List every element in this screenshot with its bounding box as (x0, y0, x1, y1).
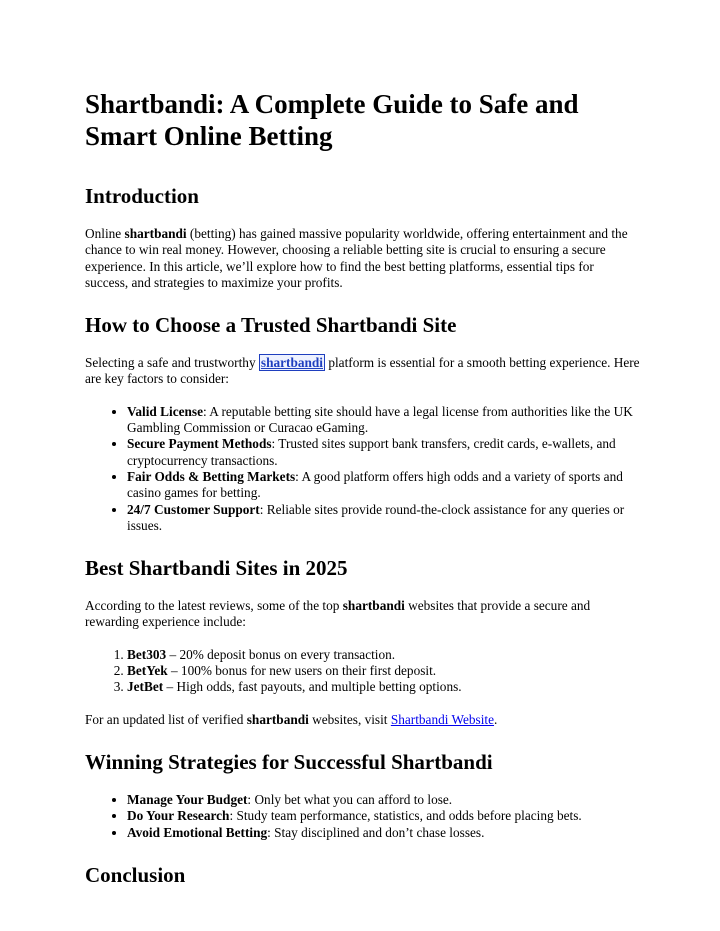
shartbandi-website-link[interactable]: Shartbandi Website (390, 711, 495, 727)
verified-text-end: . (494, 711, 498, 727)
choose-text-prefix: Selecting a safe and trustworthy (85, 355, 259, 371)
list-item-text: : Trusted sites support bank transfers, credit cards, e-wallets, and cryptocurrency transactions. (127, 436, 616, 468)
list-item-text: – 100% bonus for new users on their first deposit. (167, 663, 437, 679)
list-item-text: – High odds, fast payouts, and multiple betting options. (163, 679, 462, 695)
list-item-bold: BetYek (127, 663, 168, 679)
list-item-bold: JetBet (127, 679, 164, 695)
best-sites-paragraph (85, 598, 640, 631)
shartbandi-link[interactable]: shartbandi (260, 355, 323, 371)
list-item-text: : A reputable betting site should have a legal license from authorities like the UK Gambling Commission or Curacao eGaming. (127, 403, 633, 436)
best-text-rest: websites that provide a secure and rewarding experience include: (85, 598, 591, 630)
best-text-prefix: According to the latest reviews, some of the top (85, 598, 343, 614)
list-item (127, 404, 640, 437)
intro-heading: Introduction (85, 184, 199, 208)
list-item (127, 663, 640, 679)
best-sites-list (85, 647, 640, 696)
list-item-bold: Fair Odds & Betting Markets (127, 468, 296, 484)
strategies-list (85, 792, 640, 841)
choose-text-rest: platform is essential for a smooth betting experience. Here are key factors to consider: (85, 355, 640, 387)
document-page (85, 88, 640, 888)
conclusion-heading: Conclusion (85, 862, 186, 887)
list-item-text: – 20% deposit bonus on every transaction. (166, 646, 396, 662)
list-item-text: : Only bet what you can afford to lose. (247, 791, 453, 807)
best-keyword: shartbandi (342, 598, 405, 614)
strategies-heading: Winning Strategies for Successful Shartbandi (85, 749, 493, 774)
verified-keyword: shartbandi (246, 711, 309, 727)
list-item-bold: Avoid Emotional Betting (127, 824, 268, 840)
list-item-bold: 24/7 Customer Support (127, 501, 260, 517)
verified-text-prefix: For an updated list of verified (85, 711, 247, 727)
list-item (127, 436, 640, 469)
intro-paragraph (85, 226, 640, 291)
list-item-text: : Stay disciplined and don’t chase losses. (267, 824, 485, 840)
choose-factors-list (85, 404, 640, 534)
list-item (127, 808, 640, 824)
document-title: Shartbandi: A Complete Guide to Safe and Smart Online Betting (85, 89, 579, 151)
list-item-bold: Bet303 (127, 646, 167, 662)
list-item-text: : Reliable sites provide round-the-clock assistance for any queries or issues. (127, 501, 625, 533)
verified-list-paragraph (85, 712, 640, 728)
list-item-bold: Manage Your Budget (127, 791, 248, 807)
list-item (127, 792, 640, 808)
verified-text-mid: websites, visit (308, 711, 391, 727)
list-item-bold: Valid License (127, 403, 203, 419)
list-item (127, 502, 640, 535)
choose-paragraph (85, 355, 640, 388)
choose-heading: How to Choose a Trusted Shartbandi Site (85, 313, 457, 338)
list-item-text: : Study team performance, statistics, and odds before placing bets. (229, 808, 582, 824)
list-item (127, 679, 640, 695)
intro-text-prefix: Online (85, 226, 125, 241)
intro-keyword: shartbandi (124, 226, 187, 241)
list-item (127, 647, 640, 663)
list-item-text: : A good platform offers high odds and a variety of sports and casino games for betting. (127, 468, 623, 501)
best-sites-heading: Best Shartbandi Sites in 2025 (85, 556, 348, 581)
list-item (127, 469, 640, 502)
list-item (127, 825, 640, 841)
list-item-bold: Secure Payment Methods (127, 436, 272, 452)
list-item-bold: Do Your Research (127, 808, 230, 824)
intro-text-rest: (betting) has gained massive popularity worldwide, offering entertainment and the chance to win real money. However, choosing a reliable betting site is crucial to ensuring a secure experience. In this article, we’ll explore how to find the best betting platforms, essential tips for success, and strategies to maximize your profits. (85, 226, 628, 290)
